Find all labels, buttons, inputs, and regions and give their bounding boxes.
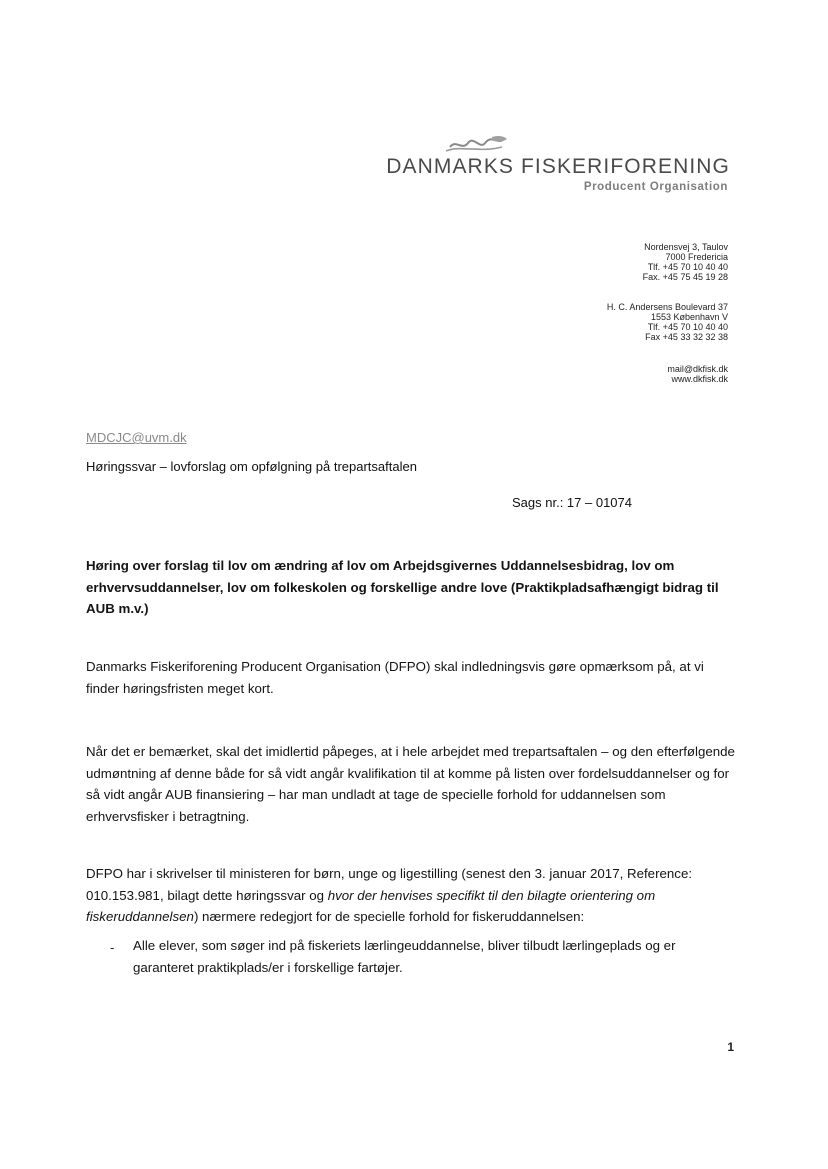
email-line: mail@dkfisk.dk [667,364,728,374]
org-subtitle: Producent Organisation [583,181,728,193]
page-number: 1 [727,1040,734,1054]
address-line: H. C. Andersens Boulevard 37 [606,302,728,312]
bullet-item-1: Alle elever, som søger ind på fiskeriets lærlingeuddannelse, bliver tilbudt lærlingeplads og er garanteret praktikplads/er i forskellige fartøjer. [133,938,676,975]
bullet-marker: - [110,940,115,955]
recipient-email-link[interactable]: MDCJC@uvm.dk [86,430,187,445]
paragraph-3 [86,863,736,928]
org-name: DANMARKS FISKERIFORENING [386,155,730,178]
fish-logo-icon [440,133,510,155]
paragraph-1: Danmarks Fiskeriforening Producent Organisation (DFPO) skal indledningsvis gøre opmærksom på, at vi finder høringsfristen meget kort. [86,659,704,696]
paragraph-2: Når det er bemærket, skal det imidlertid påpeges, at i hele arbejdet med trepartsaftalen – og den efterfølgende udmøntning af denne både for så vidt angår kvalifikation til at komme på listen over fordelsuddannelser og for så vidt angår AUB finansiering – har man undladt at tage de specielle forhold for uddannelsen som erhvervsfisker i betragtning. [86,744,735,824]
case-number: Sags nr.: 17 – 01074 [512,495,632,510]
address-line: Nordensvej 3, Taulov [644,242,728,252]
paragraph-3-text: ) nærmere redegjort for de specielle forhold for fiskeruddannelsen: [193,909,585,924]
fax-line: Fax. +45 75 45 19 28 [642,272,728,282]
phone-line: Tlf. +45 70 10 40 40 [647,322,728,332]
address-line: 1553 København V [650,312,728,322]
address-fredericia [643,242,728,282]
hearing-heading: Høring over forslag til lov om ændring af lov om Arbejdsgivernes Uddannelsesbidrag, lov om erhvervsuddannelser, lov om folkeskolen og forskellige andre love (Praktikpladsafhængigt bidrag til AUB m.v.) [86,558,719,616]
contact-info [667,364,728,384]
paragraph-3-text: DFPO har i skrivelser til ministeren for børn, unge og ligestilling (senest den 3. januar 2017, Reference: 010.153.981, bilagt dette høringssvar og [86,866,693,903]
letter-subject: Høringssvar – lovforslag om opfølgning på trepartsaftalen [86,459,417,474]
phone-line: Tlf. +45 70 10 40 40 [647,262,728,272]
address-copenhagen [607,302,728,342]
paragraph-3-italic: hvor der henvises specifikt til den bilagte orientering om fiskeruddannelsen [86,887,656,924]
address-line: 7000 Fredericia [665,252,728,262]
website-line: www.dkfisk.dk [671,374,728,384]
fax-line: Fax +45 33 32 32 38 [645,332,728,342]
